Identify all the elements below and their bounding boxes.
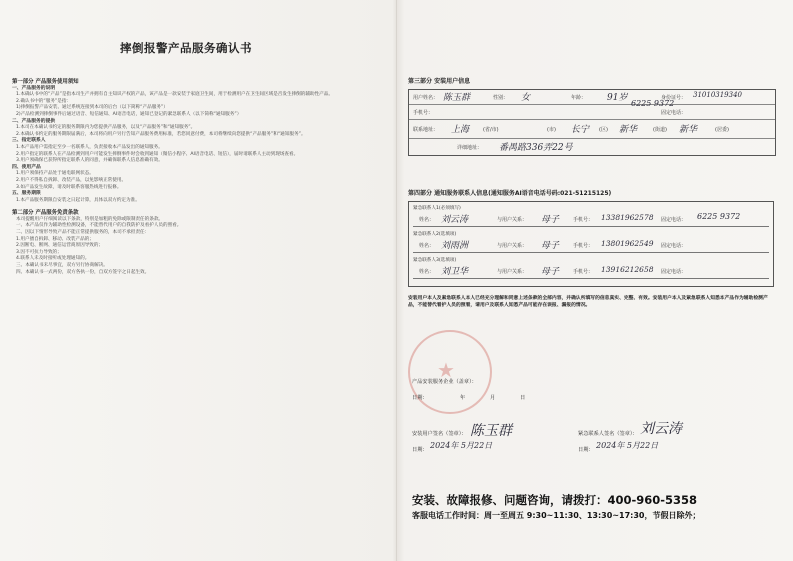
user-row-4 [409, 139, 775, 155]
contact1-relation[interactable]: 母子 [541, 215, 560, 225]
paragraph: 1.用户擅自拆卸、移动、改装产品的； [16, 236, 94, 242]
user-info-table [408, 89, 776, 156]
name-label: 用户姓名： [413, 94, 439, 101]
age-label: 年龄： [571, 94, 587, 101]
contact1-row [413, 212, 769, 227]
contact3-head: 紧急联系人3(选填项) [413, 258, 457, 263]
age-value[interactable]: 91岁 [607, 93, 628, 103]
contact1-phone[interactable]: 6225 9372 [697, 212, 741, 221]
phone-value[interactable]: 6225 9372 [631, 99, 675, 108]
org-date-day: 日 [520, 395, 526, 401]
seal-star-icon: ★ [437, 358, 455, 382]
gender-value[interactable]: 女 [521, 93, 531, 103]
paragraph: 2.用户指定的联系人在产品检测到用户可能发生摔倒事件时会收到通知（微信小程序、AI语音电话、短信），届时请联系人主动到现场查看。 [16, 151, 299, 157]
paragraph: 二、因以下情形导致产品不能正常提供服务的，本司不承担责任： [16, 230, 150, 236]
paragraph: 4.联系人未及时接听或处理通知的。 [16, 256, 90, 262]
section-heading: 三、指定联系人 [12, 138, 46, 144]
contact3-name[interactable]: 刘卫华 [441, 267, 469, 277]
contact-name-label: 姓名： [419, 216, 435, 223]
street-value[interactable]: 新华 [619, 125, 638, 135]
section-heading: 一、产品服务的说明 [12, 85, 56, 91]
paragraph: 1.本产品用户需指定至少一名联系人，负责接收本产品发出的通知服务。 [16, 144, 163, 150]
org-date-label: 日期： [412, 395, 428, 401]
paragraph: 1.本产品服务期限自安装之日起计算，具体以双方约定为准。 [16, 197, 140, 203]
contact-relation-label: 与用户关系： [497, 216, 528, 223]
village-value[interactable]: 新华 [679, 125, 698, 135]
section-heading: 二、产品服务的提供 [12, 118, 56, 124]
paragraph: 一、本产品仅作为辅助性检测设备，不能替代用户的自我防护及看护人员的照看。 [16, 223, 182, 229]
contact-phone-label: 固定电话： [661, 216, 687, 223]
part2-title: 第二部分 产品服务免责条款 [12, 210, 79, 217]
part3-title: 第三部分 安装用户信息 [408, 78, 471, 85]
user-row-2 [409, 99, 775, 120]
user-row-1 [409, 90, 775, 105]
paragraph: 2.用户不得私自拆卸、改装产品，以免影响正常使用。 [16, 177, 127, 183]
contact1-name[interactable]: 刘云涛 [441, 215, 469, 225]
contact-signature-label: 紧急联系人签名（签章）： [578, 431, 638, 437]
paragraph: 2.本确认书约定的服务期限届满后，本司将向用户另行告知产品服务费用标准，若您同意付费，本司将继续向您提供“产品服务”和“通知服务”。 [16, 131, 306, 137]
contact-phone-label: 固定电话： [661, 242, 687, 249]
consent-notice: 安装用户本人及紧急联系人本人已经充分理解和同意上述条款的全部内容，并确认所填写的信息真实、完整、有效。安装用户本人及紧急联系人知悉本产品作为辅助检测产品，不能替代看护人员的照看，请用户及联系人知悉产品可能存在误报、漏报的情况。 [408, 296, 768, 308]
detail-label: 详细地址： [457, 144, 483, 151]
service-hours: 客服电话工作时间：周一至周五 9:30~11:30、13:30~17:30，节假日除外； [412, 511, 701, 520]
phone-label: 固定电话： [661, 109, 687, 116]
paragraph: 2.确认书中的“服务”是指： [16, 98, 72, 104]
city-label: (省/市) [483, 126, 499, 133]
part1-title: 第一部分 产品服务使用须知 [12, 79, 79, 85]
user-row-3 [409, 120, 775, 139]
contact-sign-date[interactable]: 2024年 5月22日 [596, 441, 659, 450]
contact1-head: 紧急联系人1(必须填写) [413, 206, 461, 211]
paragraph: 2.因断电、断网、通信运营商原因导致的； [16, 243, 104, 249]
paragraph: 1.本确认书中的“产品”是指本司生产并拥有自主知识产权的产品，该产品是一款安装于家庭卫生间，用于检测用户在卫生间区域是否发生摔倒的辅助性产品。 [16, 92, 333, 98]
address-label: 联系地址： [413, 126, 439, 133]
contact-relation-label: 与用户关系： [497, 242, 528, 249]
service-hotline: 安装、故障报修、问题咨询，请拨打：400-960-5358 [412, 493, 698, 507]
paragraph: 四、本确认书一式两份，双方各执一份，自双方签字之日起生效。 [16, 269, 150, 275]
paragraph: 1.本司在本确认书约定的服务期限内为您提供产品服务，以及“产品服务”和“通知服务”。 [16, 125, 196, 131]
contact2-row [413, 238, 769, 253]
district-label: (区) [599, 126, 608, 133]
contact-signature[interactable]: 刘云涛 [640, 421, 682, 437]
contact2-head: 紧急联系人2(选填项) [413, 232, 457, 237]
id-value[interactable]: 31010319340 [693, 91, 742, 99]
user-signature[interactable]: 陈玉群 [470, 423, 512, 439]
id-label: 身份证号： [661, 94, 687, 101]
paragraph: 三、本确认书未尽事宜，双方另行协商解决。 [16, 263, 108, 269]
paragraph: 1)摔倒报警产品安装、通过系统连接到本司的后台（以下简称“产品服务”） [16, 105, 168, 111]
contact-mobile-label: 手机号： [573, 242, 594, 249]
paragraph: 2)产品检测到摔倒事件后通过语音、短信通知、AI语音电话，通知已登记的紧急联系人（以下简称“通知服务”） [16, 111, 242, 117]
paragraph: 3.用户须确保已获得所指定联系人的同意，并确保联系人信息准确有效。 [16, 158, 163, 164]
contact3-row [413, 264, 769, 279]
user-sign-date[interactable]: 2024年 5月22日 [430, 441, 493, 450]
contacts-table [408, 201, 774, 287]
user-signature-label: 安装用户签名（签章）： [412, 431, 467, 437]
section-heading: 四、使用产品 [12, 164, 41, 170]
contact1-mobile[interactable]: 13381962578 [601, 213, 654, 222]
village-label: (居委) [715, 126, 729, 133]
contact3-mobile[interactable]: 13916212658 [601, 265, 654, 274]
date-label: 日期： [412, 447, 428, 453]
contact2-relation[interactable]: 母子 [541, 241, 560, 251]
name-value[interactable]: 陈玉群 [443, 93, 471, 103]
street-label: (街道) [653, 126, 667, 133]
right-page [408, 76, 778, 309]
contact-phone-label: 固定电话： [661, 268, 687, 275]
page-fold [396, 0, 397, 561]
paragraph: 本司提醒用户仔细阅读以下条款，特别是加粗的免除或限制责任的条款。 [16, 216, 164, 222]
district-value[interactable]: 长宁 [571, 125, 590, 135]
document-title: 摔倒报警产品服务确认书 [120, 41, 252, 55]
contact-mobile-label: 手机号： [573, 268, 594, 275]
org-stamp-label: 产品安装服务企业（盖章）： [412, 379, 477, 385]
section-heading: 五、服务期限 [12, 191, 41, 197]
part4-title: 第四部分 通知服务联系人信息(通知服务AI语音电话号码:021-51215125) [408, 190, 612, 197]
paragraph: 3.因不可抗力导致的； [16, 249, 62, 255]
contact-relation-label: 与用户关系： [497, 268, 528, 275]
org-date-year: 年 [460, 395, 466, 401]
city-value[interactable]: 上海 [451, 125, 470, 135]
contact-name-label: 姓名： [419, 242, 435, 249]
org-date-month: 月 [490, 395, 496, 401]
contact3-relation[interactable]: 母子 [541, 267, 560, 277]
shi-label: (市) [547, 126, 556, 133]
paragraph: 1.用户须保持产品处于通电联网状态。 [16, 171, 94, 177]
date-label: 日期： [578, 447, 594, 453]
contact-mobile-label: 手机号： [573, 216, 594, 223]
paragraph: 3.如产品发生故障，请及时联系客服热线进行报修。 [16, 184, 122, 190]
detail-value[interactable]: 番禺路336弄22号 [499, 143, 573, 153]
contact2-mobile[interactable]: 13801962549 [601, 239, 654, 248]
contact-name-label: 姓名： [419, 268, 435, 275]
mobile-label: 手机号： [413, 109, 434, 116]
left-page [12, 76, 390, 276]
contact2-name[interactable]: 刘雨洲 [441, 241, 469, 251]
gender-label: 性别： [493, 94, 509, 101]
